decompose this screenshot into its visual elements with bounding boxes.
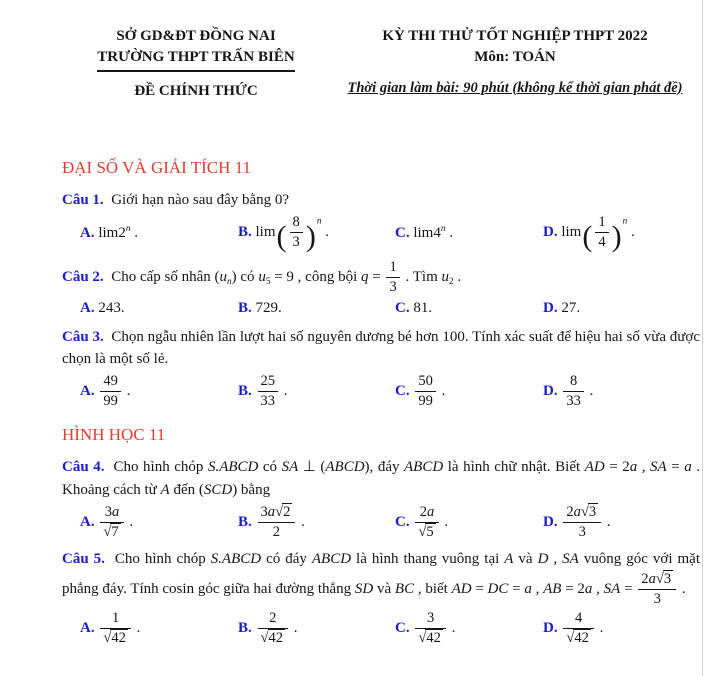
options-row <box>80 610 700 647</box>
option-label: D. <box>543 224 558 241</box>
option-label: D. <box>543 383 558 400</box>
option-label: A. <box>80 383 95 400</box>
option-value: lim( $\frac{8}{3}$ )$^n$ . <box>255 214 329 254</box>
answer-option <box>543 373 700 410</box>
answer-option <box>238 610 395 647</box>
option-value: 243. <box>98 300 125 317</box>
answer-option <box>80 373 238 410</box>
option-value: $\frac{25}{33}$ . <box>256 383 288 399</box>
question-stem-line <box>62 259 700 296</box>
question-stem: Giới hạn nào sau đây bằng 0? <box>111 192 290 209</box>
exam-body <box>62 158 700 647</box>
option-value: $\frac{50}{99}$ . <box>413 383 445 399</box>
question <box>62 456 700 541</box>
option-label: B. <box>238 300 252 317</box>
exam-header <box>62 26 700 102</box>
option-label: A. <box>80 513 95 530</box>
option-label: C. <box>395 300 410 317</box>
answer-option <box>395 504 543 541</box>
option-label: C. <box>395 513 410 530</box>
question-stem-line <box>62 548 700 608</box>
option-value: $\frac{8}{33}$ . <box>561 383 593 399</box>
school-name: TRƯỜNG THPT TRẤN BIÊN <box>62 47 330 71</box>
option-label: A. <box>80 224 95 241</box>
option-label: D. <box>543 620 558 637</box>
answer-option <box>238 373 395 410</box>
answer-option <box>395 223 543 243</box>
question-stem: Cho hình chóp S.ABCD có SA ⊥ (ABCD), đáy ABCD là hình chữ nhật. Biết AD = 2a , SA = a . Khoảng cách từ A đến (SCD) bằng <box>62 458 700 498</box>
option-label: B. <box>238 224 252 241</box>
answer-option <box>543 298 700 318</box>
question-number: Câu 4. <box>62 458 105 475</box>
question-number: Câu 1. <box>62 192 104 209</box>
option-value: lim2$^n$ . <box>98 223 139 241</box>
option-label: B. <box>238 513 252 530</box>
question-stem-line <box>62 189 700 212</box>
option-value: $\frac{3}{√42}$ . <box>413 620 455 636</box>
options-row <box>80 504 700 541</box>
answer-option <box>543 610 700 647</box>
page-edge-line <box>702 0 703 676</box>
option-label: D. <box>543 300 558 317</box>
question-number: Câu 2. <box>62 269 104 286</box>
option-label: C. <box>395 224 410 241</box>
answer-option <box>395 610 543 647</box>
question <box>62 259 700 319</box>
question <box>62 189 700 252</box>
section-title: ĐẠI SỐ VÀ GIẢI TÍCH 11 <box>62 157 252 177</box>
answer-option <box>238 214 395 252</box>
answer-option <box>395 373 543 410</box>
option-label: A. <box>80 300 95 317</box>
answer-option <box>543 504 700 541</box>
option-value: $\frac{2}{√42}$ . <box>256 620 298 636</box>
answer-option <box>395 298 543 318</box>
answer-option <box>80 223 238 243</box>
option-value: $\frac{49}{99}$ . <box>98 383 130 399</box>
question-number: Câu 3. <box>62 328 104 345</box>
answer-option <box>80 298 238 318</box>
exam-official-label: ĐỀ CHÍNH THỨC <box>134 82 258 99</box>
header-exam-block <box>330 26 700 102</box>
option-value: $\frac{2a√3}{3}$ . <box>561 514 610 530</box>
answer-option <box>80 610 238 647</box>
option-value: 81. <box>413 300 433 317</box>
option-value: $\frac{3a}{√7}$ . <box>98 514 133 530</box>
options-row <box>80 298 700 318</box>
option-label: C. <box>395 620 410 637</box>
option-value: 729. <box>255 300 282 317</box>
question-stem: Cho hình chóp S.ABCD có đáy ABCD là hình thang vuông tại A và D , SA vuông góc với mặt phẳng đáy. Tính cosin góc giữa hai đường thẳng SD và BC , biết AD = DC = a , AB = 2a , SA = $\frac{2a√3}{3}$ . <box>62 550 700 607</box>
section-title: HÌNH HỌC 11 <box>62 424 166 444</box>
options-row <box>80 214 700 252</box>
option-label: D. <box>543 513 558 530</box>
question-stem-line <box>62 456 700 502</box>
exam-section <box>62 425 700 648</box>
exam-duration: Thời gian làm bài: 90 phút (không kể thời gian phát đề) <box>347 79 683 96</box>
option-value: $\frac{2a}{√5}$ . <box>413 514 448 530</box>
question <box>62 326 700 411</box>
option-label: B. <box>238 383 252 400</box>
option-value: lim4$^n$ . <box>413 223 454 241</box>
option-value: $\frac{3a√2}{2}$ . <box>256 514 305 530</box>
answer-option <box>238 298 395 318</box>
option-value: $\frac{1}{√42}$ . <box>98 620 140 636</box>
question <box>62 548 700 647</box>
school-department: SỞ GD&ĐT ĐỒNG NAI <box>116 28 276 44</box>
exam-subject: Môn: TOÁN <box>474 49 556 66</box>
option-label: C. <box>395 383 410 400</box>
option-value: 27. <box>561 300 581 317</box>
option-label: A. <box>80 620 95 637</box>
exam-title: KỲ THI THỬ TỐT NGHIỆP THPT 2022 <box>382 28 648 44</box>
question-stem-line <box>62 326 700 372</box>
header-school-block <box>62 26 330 102</box>
answer-option <box>543 214 700 252</box>
question-stem: Cho cấp số nhân $(u_n)$ có $u_5 = 9$ , công bội q = $\frac{1}{3}$ . Tìm $u_2$ . <box>111 259 462 296</box>
option-value: lim( $\frac{1}{4}$ )$^n$ . <box>561 214 635 254</box>
question-number: Câu 5. <box>62 550 105 567</box>
question-stem: Chọn ngẫu nhiên lần lượt hai số nguyên dương bé hơn 100. Tính xác suất để hiệu hai số vừa được chọn là một số lẻ. <box>62 328 700 368</box>
answer-option <box>80 504 238 541</box>
options-row <box>80 373 700 410</box>
option-value: $\frac{4}{√42}$ . <box>561 620 603 636</box>
answer-option <box>238 504 395 541</box>
exam-section <box>62 158 700 411</box>
option-label: B. <box>238 620 252 637</box>
